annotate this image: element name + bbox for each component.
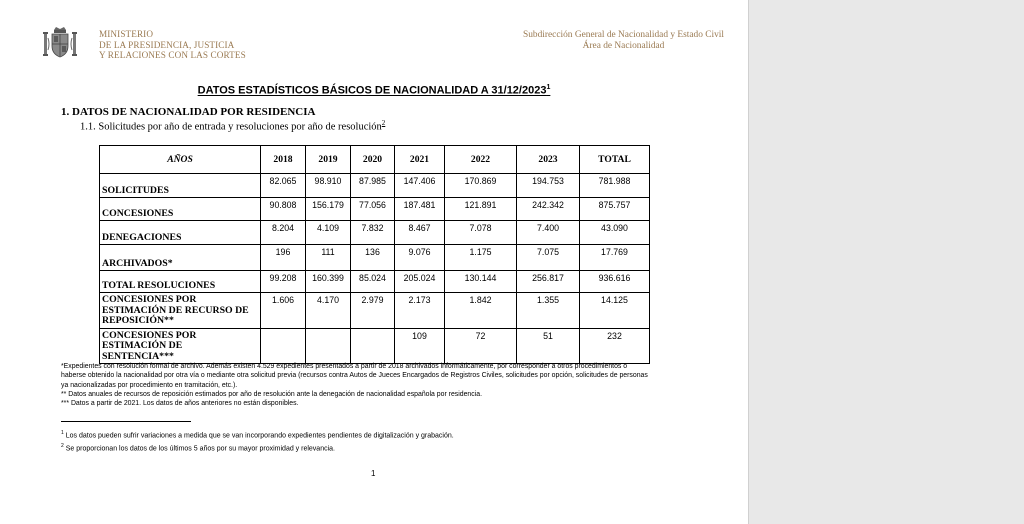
table-cell: 232 [580, 328, 650, 364]
column-header: 2023 [517, 146, 580, 174]
table-cell: 2.173 [395, 293, 445, 329]
table-row [100, 245, 650, 271]
table-cell: 8.204 [261, 221, 306, 245]
table-row [100, 271, 650, 293]
footnote [61, 428, 701, 441]
table-cell: 72 [445, 328, 517, 364]
table-cell: 130.144 [445, 271, 517, 293]
row-label: CONCESIONES [100, 198, 261, 221]
row-label-line: ESTIMACIÓN DE RECURSO DE [102, 304, 249, 316]
subsection-text: 1.1. Solicitudes por año de entrada y resoluciones por año de resolución [80, 121, 382, 133]
column-header: TOTAL [580, 146, 650, 174]
section-heading: 1. DATOS DE NACIONALIDAD POR RESIDENCIA [61, 106, 316, 118]
table-cell: 196 [261, 245, 306, 271]
ministry-line: MINISTERIO [99, 29, 154, 39]
footnote-ref: 2 [381, 119, 386, 127]
ministry-line: DE LA PRESIDENCIA, JUSTICIA [99, 39, 235, 50]
header-row [100, 146, 650, 174]
row-label-line: ESTIMACIÓN DE [102, 340, 183, 351]
statistics-table [99, 145, 650, 364]
title-text: DATOS ESTADÍSTICOS BÁSICOS DE NACIONALIDAD A 31/12/2023 [197, 84, 547, 97]
column-header: AÑOS [100, 146, 261, 174]
table-cell: 51 [517, 328, 580, 364]
table-cell: 43.090 [580, 221, 650, 245]
subdirectorate-line: Subdirección General de Nacionalidad y Estado Civil [523, 30, 724, 40]
column-header: 2018 [261, 146, 306, 174]
table-cell: 781.988 [580, 174, 650, 198]
row-label [100, 328, 261, 364]
table-cell: 160.399 [306, 271, 351, 293]
table-cell: 136 [351, 245, 395, 271]
table-cell: 875.757 [580, 198, 650, 221]
table-cell: 99.208 [261, 271, 306, 293]
table-row [100, 174, 650, 198]
table-cell: 2.979 [351, 293, 395, 329]
footnote-ref: 1 [546, 84, 551, 91]
row-label-line: REPOSICIÓN** [102, 315, 174, 326]
row-label-line: CONCESIONES POR [102, 294, 197, 305]
table-cell: 121.891 [445, 198, 517, 221]
table-cell: 936.616 [580, 271, 650, 293]
table-cell: 147.406 [395, 174, 445, 198]
table-cell: 1.606 [261, 293, 306, 329]
footnote-number: 1 [61, 430, 64, 436]
table-row [100, 328, 650, 364]
table-cell: 4.109 [306, 221, 351, 245]
coat-of-arms-icon [42, 26, 78, 60]
table-cell: 4.170 [306, 293, 351, 329]
table-cell: 109 [395, 328, 445, 364]
table-cell [261, 328, 306, 364]
table-cell: 90.808 [261, 198, 306, 221]
table-cell: 194.753 [517, 174, 580, 198]
row-label: SOLICITUDES [100, 174, 261, 198]
table-cell: 82.065 [261, 174, 306, 198]
table-cell: 242.342 [517, 198, 580, 221]
footnote [61, 441, 701, 454]
row-label [100, 293, 261, 329]
page-number: 1 [371, 469, 376, 478]
note-line: haberse obtenido la nacionalidad por otra vía o mediante otra solicitud previa (recursos contra Autos de Jueces Encargados de Registros Civiles, solicitudes por opción, solicitudes de personas [61, 372, 648, 380]
table-cell: 7.075 [517, 245, 580, 271]
table-cell: 7.078 [445, 221, 517, 245]
table-cell [306, 328, 351, 364]
table-cell: 85.024 [351, 271, 395, 293]
table-cell: 87.985 [351, 174, 395, 198]
table-cell: 14.125 [580, 293, 650, 329]
row-label-line: CONCESIONES POR [102, 329, 197, 341]
table-cell: 77.056 [351, 198, 395, 221]
document-title [0, 84, 748, 97]
table-cell: 205.024 [395, 271, 445, 293]
ministry-letterhead [99, 29, 246, 61]
table-notes [61, 362, 701, 408]
footnote-divider [61, 421, 191, 422]
footnote-text: Se proporcionan los datos de los últimos 5 años por su mayor proximidad y relevancia. [63, 445, 335, 453]
table-row [100, 198, 650, 221]
table-cell: 8.467 [395, 221, 445, 245]
ministry-line: Y RELACIONES CON LAS CORTES [99, 50, 246, 60]
note-line: *Expedientes con resolución formal de archivo. Además existen 4.529 expedientes presentados a partir de 2018 archivados informáticamente, por corresponder a otros procedimientos o [61, 363, 628, 370]
table-cell: 1.842 [445, 293, 517, 329]
row-label: DENEGACIONES [100, 221, 261, 245]
table-cell: 7.832 [351, 221, 395, 245]
footnote-number: 2 [61, 443, 64, 450]
table-cell: 187.481 [395, 198, 445, 221]
subdirectorate-line: Área de Nacionalidad [582, 41, 665, 51]
column-header: 2022 [445, 146, 517, 174]
row-label: ARCHIVADOS* [100, 245, 261, 271]
table-cell: 111 [306, 245, 351, 271]
table-cell: 9.076 [395, 245, 445, 271]
note-line: ** Datos anuales de recursos de reposición estimados por año de resolución ante la denegación de nacionalidad española por residencia. [61, 390, 482, 398]
table-cell: 156.179 [306, 198, 351, 221]
note-line: ya nacionalizadas por procedimiento en tramitación, etc.). [61, 381, 238, 389]
column-header: 2020 [351, 146, 395, 174]
table-cell [351, 328, 395, 364]
table-row [100, 221, 650, 245]
column-header: 2019 [306, 146, 351, 174]
note-line: *** Datos a partir de 2021. Los datos de años anteriores no están disponibles. [61, 400, 299, 408]
table-cell: 256.817 [517, 271, 580, 293]
row-label-line: SENTENCIA*** [102, 350, 174, 362]
subdirectorate-letterhead [523, 30, 724, 52]
table-row [100, 293, 650, 329]
table-cell: 1.175 [445, 245, 517, 271]
footnotes [61, 428, 701, 455]
table-cell: 17.769 [580, 245, 650, 271]
table-cell: 98.910 [306, 174, 351, 198]
column-header: 2021 [395, 146, 445, 174]
row-label: TOTAL RESOLUCIONES [100, 271, 261, 293]
table-cell: 1.355 [517, 293, 580, 329]
table-cell: 7.400 [517, 221, 580, 245]
footnote-text: Los datos pueden sufrir variaciones a medida que se van incorporando expedientes pendientes de digitalización y grabación. [63, 432, 454, 440]
table-cell: 170.869 [445, 174, 517, 198]
subsection-heading [80, 119, 385, 133]
